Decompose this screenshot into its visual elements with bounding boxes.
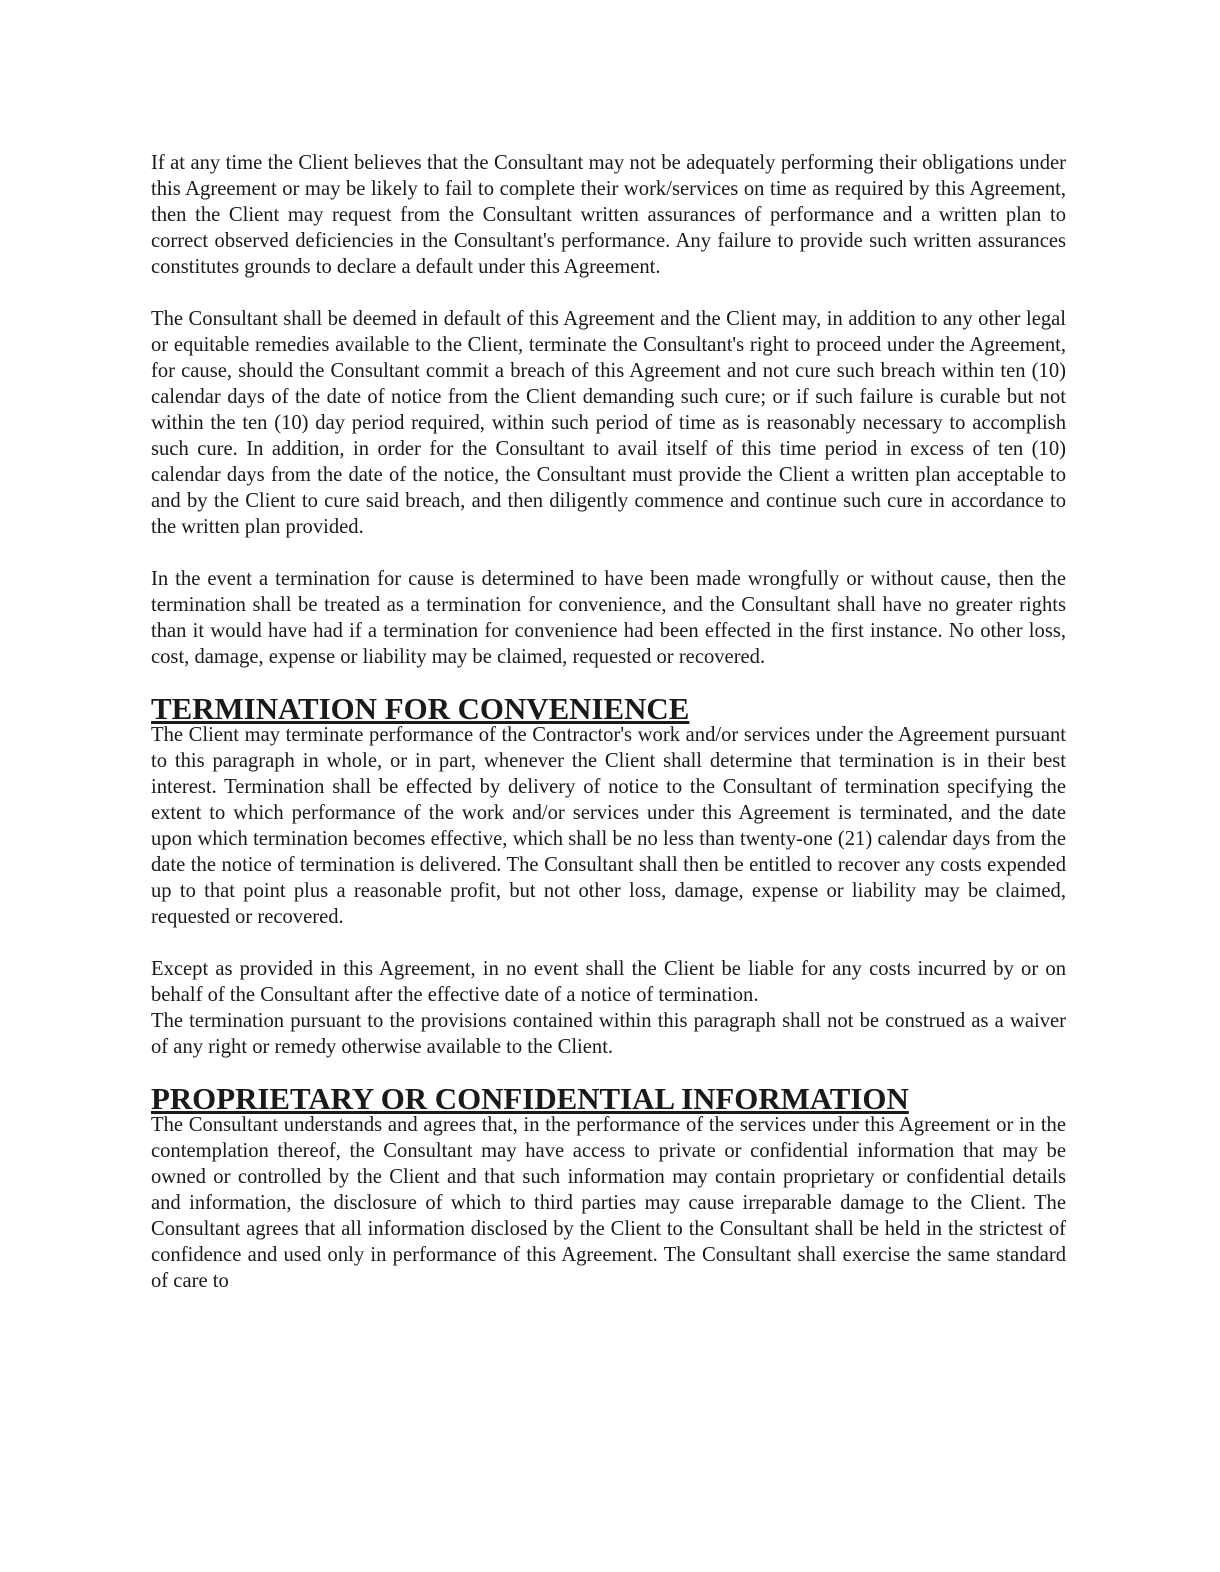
heading-proprietary-information: PROPRIETARY OR CONFIDENTIAL INFORMATION [151,1081,909,1116]
heading-termination-for-convenience: TERMINATION FOR CONVENIENCE [151,691,690,726]
paragraph-no-waiver: The termination pursuant to the provisions contained within this paragraph shall not be construed as a waiver of any right or remedy otherwise available to the Client. [151,1010,1066,1058]
document-page [151,150,1066,1320]
paragraph-default: The Consultant shall be deemed in default of this Agreement and the Client may, in addition to any other legal or equitable remedies available to the Client, terminate the Consultant's right to proceed under the Agreement, for cause, should the Consultant commit a breach of this Agreement and not cure such breach within ten (10) calendar days of the date of notice from the Client demanding such cure; or if such failure is curable but not within the ten (10) day period required, within such period of time as is reasonably necessary to accomplish such cure. In addition, in order for the Consultant to avail itself of this time period in excess of ten (10) calendar days from the date of the notice, the Consultant must provide the Client a written plan acceptable to and by the Client to cure said breach, and then diligently commence and continue such cure in accordance to the written plan provided. [151,308,1066,538]
paragraph-costs-after-termination: Except as provided in this Agreement, in no event shall the Client be liable for any costs incurred by or on behalf of the Consultant after the effective date of a notice of termination. [151,958,1066,1006]
paragraph-proprietary-information: The Consultant understands and agrees that, in the performance of the services under this Agreement or in the contemplation thereof, the Consultant may have access to private or confidential information that may be owned or controlled by the Client and that such information may contain proprietary or confidential details and information, the disclosure of which to third parties may cause irreparable damage to the Client. The Consultant agrees that all information disclosed by the Client to the Consultant shall be held in the strictest of confidence and used only in performance of this Agreement. The Consultant shall exercise the same standard of care to [151,1114,1066,1292]
paragraph-assurances: If at any time the Client believes that the Consultant may not be adequately performing their obligations under this Agreement or may be likely to fail to complete their work/services on time as required by this Agreement, then the Client may request from the Consultant written assurances of performance and a written plan to correct observed deficiencies in the Consultant's performance. Any failure to provide such written assurances constitutes grounds to declare a default under this Agreement. [151,152,1066,278]
paragraph-wrongful-termination: In the event a termination for cause is determined to have been made wrongfully or without cause, then the termination shall be treated as a termination for convenience, and the Consultant shall have no greater rights than it would have had if a termination for convenience had been effected in the first instance. No other loss, cost, damage, expense or liability may be claimed, requested or recovered. [151,568,1066,668]
paragraph-termination-for-convenience: The Client may terminate performance of the Contractor's work and/or services under the Agreement pursuant to this paragraph in whole, or in part, whenever the Client shall determine that termination is in their best interest. Termination shall be effected by delivery of notice to the Consultant of termination specifying the extent to which performance of the work and/or services under this Agreement is terminated, and the date upon which termination becomes effective, which shall be no less than twenty-one (21) calendar days from the date the notice of termination is delivered. The Consultant shall then be entitled to recover any costs expended up to that point plus a reasonable profit, but not other loss, damage, expense or liability may be claimed, requested or recovered. [151,724,1066,928]
